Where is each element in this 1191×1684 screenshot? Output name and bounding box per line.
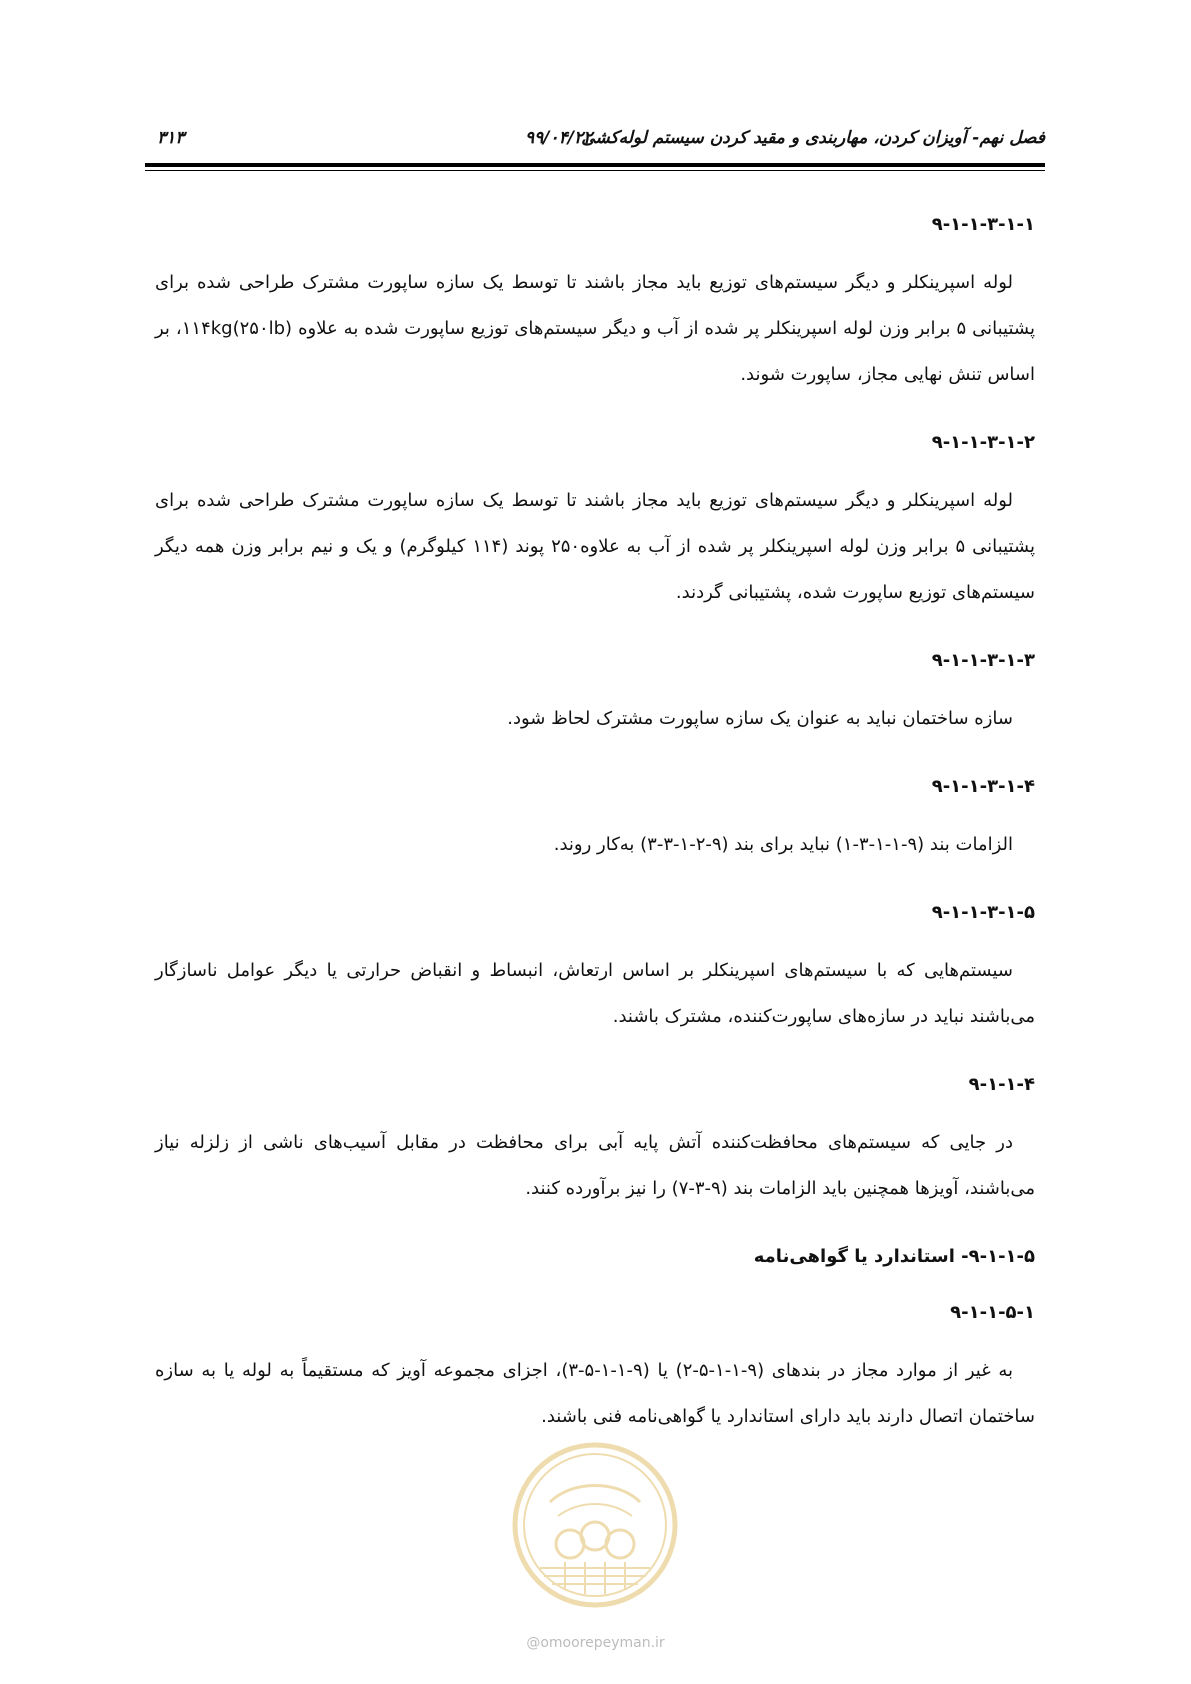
clause-text: سازه ساختمان نباید به عنوان یک سازه ساپورت مشترک لحاظ شود. bbox=[507, 708, 1013, 729]
clause-block bbox=[155, 210, 1035, 398]
clause-number: ۹-۱-۱-۴ bbox=[968, 1074, 1035, 1095]
header-rule-thin bbox=[145, 170, 1045, 171]
clause-number: ۹-۱-۱-۳-۱-۲ bbox=[931, 432, 1035, 453]
clause-number: ۹-۱-۱-۳-۱-۴ bbox=[931, 776, 1035, 797]
header-rule-thick bbox=[145, 163, 1045, 167]
clause-text: الزامات بند (۹-۱-۱-۳-۱) نباید برای بند (۹-۲-۱-۳-۳) به‌کار روند. bbox=[553, 834, 1013, 855]
clause-number: ۹-۱-۱-۳-۱-۳ bbox=[931, 650, 1035, 671]
clause-number: ۹-۱-۱-۳-۱-۵ bbox=[931, 902, 1035, 923]
clause-text: سیستم‌هایی که با سیستم‌های اسپرینکلر بر اساس ارتعاش، انبساط و انقباض حرارتی یا دیگر عوامل ناسازگار می‌باشند نباید در سازه‌های ساپورت‌کننده، مشترک باشند. bbox=[155, 960, 1035, 1027]
chapter-title: فصل نهم- آویزان کردن، مهاربندی و مقید کردن سیستم لوله‌کشی bbox=[581, 128, 1045, 148]
clause-block bbox=[155, 1298, 1035, 1440]
body-content bbox=[155, 210, 1035, 1470]
clause-number: ۹-۱-۱-۵-۱ bbox=[950, 1302, 1035, 1323]
clause-number: ۹-۱-۱-۳-۱-۱ bbox=[931, 214, 1035, 235]
clause-text: لوله اسپرینکلر و دیگر سیستم‌های توزیع باید مجاز باشند تا توسط یک سازه ساپورت مشترک طراحی شده برای پشتیبانی ۵ برابر وزن لوله اسپرینکلر پر شده از آب و دیگر سیستم‌های توزیع ساپورت شده به علاوه ۱۱۴kg(۲۵۰lb)، بر اساس تنش نهایی مجاز، ساپورت شوند. bbox=[155, 272, 1035, 385]
clause-block bbox=[155, 646, 1035, 742]
clause-text: لوله اسپرینکلر و دیگر سیستم‌های توزیع باید مجاز باشند تا توسط یک سازه ساپورت مشترک طراحی شده برای پشتیبانی ۵ برابر وزن لوله اسپرینکلر پر شده از آب به علاوه۲۵۰ پوند (۱۱۴ کیلوگرم) و یک و نیم برابر وزن همه دیگر سیستم‌های توزیع ساپورت شده، پشتیبانی گردند. bbox=[155, 490, 1035, 603]
page-header bbox=[145, 128, 1045, 154]
section-heading: ۹-۱-۱-۵- استاندارد یا گواهی‌نامه bbox=[753, 1246, 1035, 1267]
stamp-logo bbox=[510, 1440, 680, 1610]
clause-block bbox=[155, 772, 1035, 868]
watermark-text: @omoorepeyman.ir bbox=[526, 1635, 665, 1651]
page-number: ۳۱۳ bbox=[157, 128, 185, 148]
clause-text: به غیر از موارد مجاز در بندهای (۹-۱-۱-۵-۲) یا (۹-۱-۱-۵-۳)، اجزای مجموعه آویز که مستقیماً به لوله یا به سازه ساختمان اتصال دارند باید دارای استاندارد یا گواهی‌نامه فنی باشند. bbox=[155, 1360, 1035, 1427]
clause-block bbox=[155, 428, 1035, 616]
header-date: ۹۹/۰۴/۲۲ bbox=[525, 128, 593, 148]
clause-text: در جایی که سیستم‌های محافظت‌کننده آتش پایه آبی برای محافظت در مقابل آسیب‌های ناشی از زلزله نیاز می‌باشند، آویزها همچنین باید الزامات بند (۹-۳-۷) را نیز برآورده کنند. bbox=[155, 1132, 1035, 1199]
clause-block bbox=[155, 898, 1035, 1040]
clause-block bbox=[155, 1070, 1035, 1212]
